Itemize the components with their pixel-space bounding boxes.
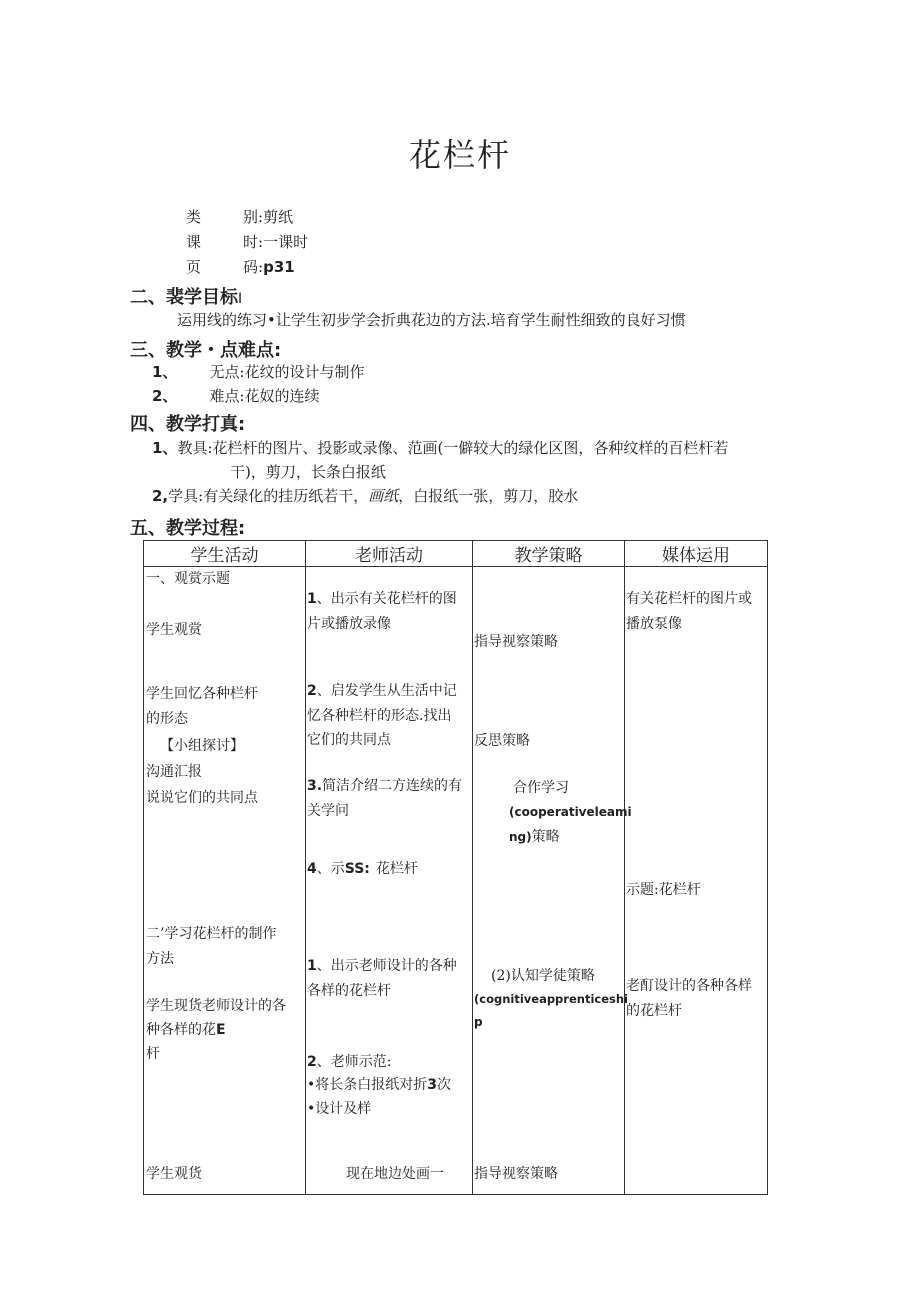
table-header-row [144, 541, 768, 567]
section-2-mark: I [238, 291, 243, 307]
teacher-step-3-line-2: 关学问 [307, 803, 349, 819]
section-2-body: 运用线的练习•让学生初步学会折典花边的方法.培育学生耐性细致的良好习惯 [177, 311, 686, 329]
teacher-step-5-line-2: 各样的花栏杆 [307, 983, 391, 999]
student-line-11-mark: E [216, 1022, 226, 1038]
teacher-step-6-num: 2 [307, 1054, 317, 1070]
student-line-2: 学生观赏 [146, 622, 202, 638]
strategy-line-5-a: ng) [509, 830, 532, 844]
meta-category-key2: 别: [243, 208, 264, 226]
teacher-step-1-text: 、出示有关花栏杆的图 [316, 591, 457, 607]
meta-category-key1: 类 [186, 208, 202, 226]
lesson-process-table [143, 540, 768, 1195]
section-2-heading [130, 283, 242, 309]
teacher-step-2-line-1 [307, 680, 457, 700]
section-4-item-2-emphasis: 画纸 [368, 487, 399, 505]
meta-page-key2: 码: [243, 258, 264, 276]
meta-page [186, 256, 295, 277]
header-teaching-strategy: 教学策略 [473, 541, 625, 567]
section-3-item-2-num: 2、 [152, 387, 178, 405]
strategy-line-1: 指导视察策略 [474, 634, 558, 650]
media-line-1: 有关花栏杆的图片或 [626, 591, 752, 607]
meta-page-key1: 页 [186, 258, 202, 276]
teacher-step-2-line-3: 它们的共同点 [307, 732, 391, 748]
teacher-step-5-num: 1 [307, 958, 317, 974]
section-4-item-2-num: 2, [152, 487, 169, 505]
section-3-heading: 三、教学・点难点: [130, 340, 282, 361]
teacher-step-4-text-b: SS: [344, 861, 370, 877]
student-line-10: 学生现货老师设计的各 [146, 998, 286, 1014]
section-3-item-2 [152, 385, 320, 406]
student-line-1: 一、观赏示题 [146, 571, 230, 587]
teacher-step-3-line-1 [307, 775, 462, 795]
section-4-item-2-text-a: 学具:有关绿化的挂历纸若干， [168, 487, 369, 505]
teacher-step-2-line-2: 忆各种栏杆的形态.找出 [307, 708, 452, 724]
teacher-step-4-num: 4 [307, 861, 317, 877]
section-2-heading-text: 二、裴学目标 [130, 287, 238, 308]
strategy-line-4: (cooperativeleami [509, 805, 632, 819]
media-line-3: 示题:花栏杆 [626, 882, 701, 898]
teacher-step-3-text: 简洁介绍二方连续的有 [322, 778, 463, 794]
teacher-step-2-text: 、启发学生从生活中记 [316, 683, 457, 699]
teacher-activity-cell [306, 567, 473, 1195]
teacher-step-8: •设计及样 [307, 1101, 372, 1117]
header-teacher-activity: 老师活动 [306, 541, 473, 567]
student-line-8: 二’学习花栏杆的制作 [146, 926, 277, 942]
teacher-step-6 [307, 1051, 391, 1071]
section-4-item-2 [152, 485, 578, 506]
teacher-step-5-line-1 [307, 955, 457, 975]
page-title: 花栏杆 [408, 136, 511, 174]
section-4-item-1-text: 教具:花栏杆的图片、投影或录像、范画(一僻较大的绿化区图，各种纹样的百栏杆若 [177, 439, 729, 457]
student-line-5: 【小组探讨】 [160, 738, 244, 754]
section-4-item-2-text-b: ，白报纸一张，剪刀，胶水 [398, 487, 579, 505]
teacher-step-7-text-a: •将长条白报纸对折 [307, 1077, 428, 1093]
meta-page-value: p31 [263, 258, 295, 276]
section-3-item-1-text: 无点:花纹的设计与制作 [209, 363, 365, 381]
section-4-item-1-num: 1、 [152, 439, 178, 457]
student-line-12: 杆 [146, 1046, 160, 1062]
teacher-step-1-num: 1 [307, 591, 317, 607]
meta-period-key1: 课 [186, 233, 202, 251]
header-media-use: 媒体运用 [625, 541, 768, 567]
strategy-line-7: (cognitiveapprenticeshi [474, 992, 628, 1006]
strategy-line-8: p [474, 1015, 483, 1029]
teacher-step-4 [307, 858, 418, 878]
media-line-2: 播放泵像 [626, 616, 682, 632]
section-4-item-1-line-2: 干)，剪刀，长条白报纸 [230, 463, 386, 481]
section-4-heading: 四、教学打真: [130, 414, 246, 435]
student-line-11-text: 种各样的花 [146, 1022, 216, 1038]
meta-period-key2: 时: [243, 233, 264, 251]
student-line-11 [146, 1019, 226, 1039]
student-line-3: 学生回忆各种栏杆 [146, 686, 258, 702]
strategy-line-6: (2)认知学徒策略 [491, 968, 595, 984]
student-line-4: 的形态 [146, 711, 188, 727]
teacher-step-4-text-c: 花栏杆 [375, 861, 418, 877]
section-4-item-1-line-1 [152, 437, 728, 458]
teacher-step-6-text: 、老师示范: [316, 1054, 392, 1070]
section-3-item-2-text: 难点:花奴的连续 [209, 387, 320, 405]
section-3-item-1-num: 1、 [152, 363, 178, 381]
strategy-line-3: 合作学习 [513, 780, 569, 796]
student-activity-cell [144, 567, 306, 1195]
teacher-step-7-text-c: 次 [437, 1077, 452, 1093]
strategy-line-9: 指导视察策略 [474, 1166, 558, 1182]
student-line-6: 沟通汇报 [146, 764, 202, 780]
teacher-step-9: 现在地边处画一 [346, 1166, 444, 1182]
media-use-cell [625, 567, 768, 1195]
student-line-9: 方法 [146, 951, 174, 967]
teacher-step-1-line-2: 片或播放录像 [307, 616, 391, 632]
media-line-5: 的花栏杆 [626, 1003, 682, 1019]
strategy-line-2: 反思策略 [474, 733, 530, 749]
teacher-step-7 [307, 1074, 451, 1094]
teacher-step-5-text: 、出示老师设计的各种 [316, 958, 457, 974]
teacher-step-7-text-b: 3 [427, 1077, 438, 1093]
media-line-4: 老酊设计的各种各样 [626, 978, 752, 994]
section-3-item-1 [152, 361, 365, 382]
teacher-step-3-num: 3. [307, 778, 323, 794]
table-body-row [144, 567, 768, 1195]
student-line-13: 学生观货 [146, 1166, 202, 1182]
teacher-step-1-line-1 [307, 588, 457, 608]
student-line-7: 说说它们的共同点 [146, 790, 258, 806]
strategy-line-5-b: 策略 [531, 829, 560, 845]
teacher-step-4-text-a: 、示 [316, 861, 345, 877]
teaching-strategy-cell [473, 567, 632, 1195]
meta-period-value: 一课时 [263, 233, 309, 251]
meta-category [186, 206, 293, 227]
meta-category-value: 剪纸 [263, 208, 294, 226]
strategy-line-5 [509, 826, 560, 846]
meta-period [186, 231, 308, 252]
header-student-activity: 学生活动 [144, 541, 306, 567]
teacher-step-2-num: 2 [307, 683, 317, 699]
section-5-heading: 五、教学过程: [130, 518, 246, 539]
